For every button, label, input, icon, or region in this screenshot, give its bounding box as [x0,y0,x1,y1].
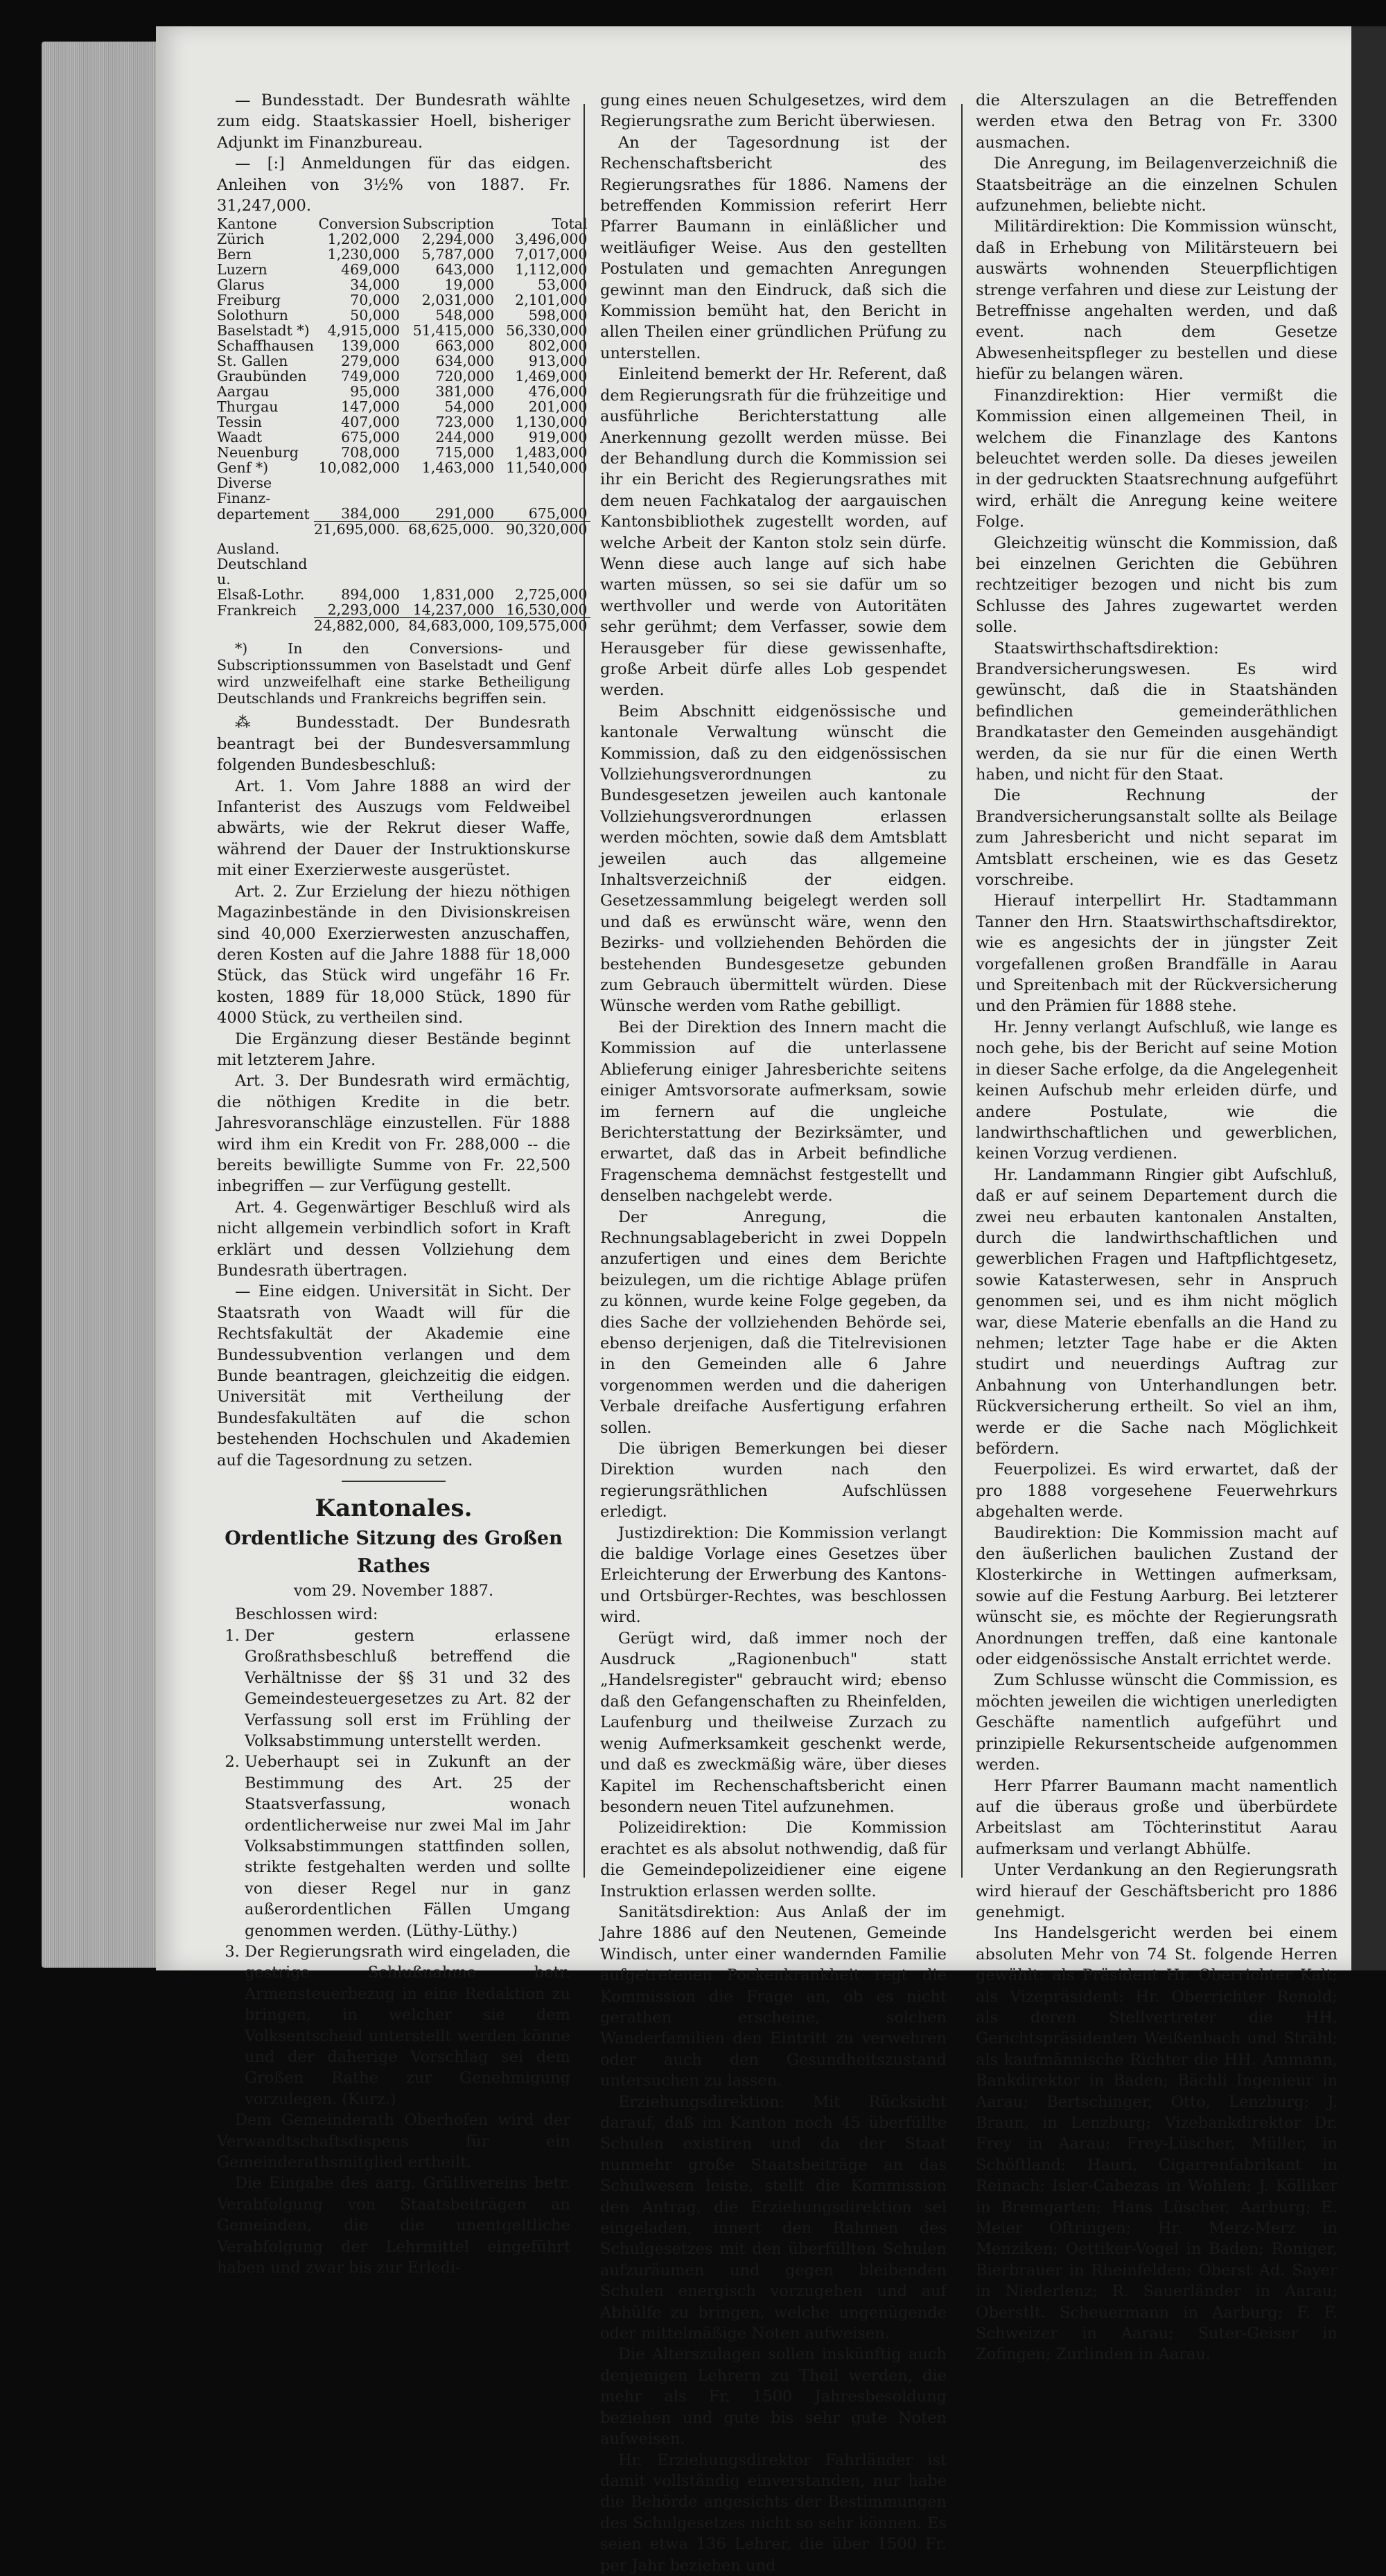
list-item: 1. Der gestern erlassene Großrathsbeschluß betreffend die Verhältnisse der §§ 31 und 32 des Gemeindesteuergesetzes zu Art. 82 der Verfassung soll erst im Frühling der Volksabstimmung unterstellt werden. [245,1625,570,1752]
amount-cell: 1,463,000 [421,459,495,477]
table-row [217,384,590,399]
table-row [217,338,590,353]
amount-cell: 14,237,000 [412,601,495,619]
canton-cell: Baselstadt *) [217,322,310,339]
canton-cell: Glarus [217,276,265,294]
amount-cell: 2,293,000 [327,601,400,619]
column-header: Subscription [402,215,495,233]
canton-cell: St. Gallen [217,353,288,370]
amount-cell: 53,000 [537,276,588,294]
paragraph: Die Eingabe des aarg. Grütlivereins betr. Verabfolgung von Staatsbeiträgen an Gemeinden, die die unentgeltliche Verabfolgung der Lehrmittel eingeführt haben und zwar bis zur Erledi- [217,2174,570,2277]
canton-cell: Tessin [217,414,263,431]
canton-cell: Luzern [217,261,267,279]
amount-cell: 70,000 [350,292,400,309]
table-row [217,262,590,277]
paragraph: — Eine eidgen. Universität in Sicht. Der Staatsrath von Waadt will für die Rechtsfakultät der Akademie eine Bundessubvention verlangen und dem Bunde beantragen, gleichzeitig die eidgen. Universität mit Vertheilung der Bundesfakultäten auf die schon bestehenden Hochschulen und Akademien auf die Tagesordnung zu setzen. [217,1282,570,1470]
section-divider [342,1481,446,1482]
paragraph: Gleichzeitig wünscht die Kommission, daß bei einzelnen Gerichten die Gebühren rechtzeitiger bezogen und nicht bis zum Schlusse des Jahres zugewartet werden solle. [976,533,1337,637]
amount-cell [497,475,590,506]
table-header [217,216,590,231]
amount-cell: 34,000 [350,276,400,294]
amount-cell: 802,000 [528,337,588,355]
amount-cell [497,556,590,587]
paragraph: Einleitend bemerkt der Hr. Referent, daß dem Regierungsrath für die frühzeitige und ausführliche Berichterstattung alle Anerkennung gezollt werden müsse. Bei der Behandlung durch die Kommission sei ihr ein Bericht des Regierungsrathes mit dem neuen Fachkatalog der aargauischen Kantonsbibliothek zugestellt worden, auf welche Arbeit der Kanton stolz sein dürfe. Wenn diese auch lange auf sich habe warten müssen, so sei sie dafür um so werthvoller und werde von Autoritäten sehr gerühmt; dem Verfasser, sowie dem Herausgeber für diese gewissenhafte, große Arbeit dürfe alles Lob gespendet werden. [600,365,947,700]
canton-cell: departement [217,505,310,522]
column-1 [217,90,588,2278]
amount-cell: 675,000 [341,429,400,446]
amount-cell [314,556,403,587]
paragraph: Die übrigen Bemerkungen bei dieser Direktion wurden nach den regierungsräthlichen Aufschlüssen erledigt. [600,1440,947,1521]
paragraph: Beschlossen wird: [235,1605,378,1624]
article-heading: Ordentliche Sitzung des Großen Rathes [225,1528,563,1578]
canton-cell: Elsaß-Lothr. [217,586,305,603]
canton-cell: Diverse Finanz- [217,475,272,507]
amount-cell: 2,031,000 [421,292,495,309]
paragraph: Baudirektion: Die Kommission macht auf den äußerlichen baulichen Zustand der Klosterkirche in Wettingen aufmerksam, sowie auf die Festung Aarburg. Bei letzterer wünscht sie, es möchte der Regierungsrath Anordnungen treffen, daß eine kantonale oder eidgenössische Anstalt errichtet werde. [976,1524,1337,1669]
column-3 [976,90,1337,2365]
amount-cell: 68,625,000. [403,522,497,538]
paragraph: Hr. Jenny verlangt Aufschluß, wie lange es noch gehe, bis der Bericht auf seine Motion in dieser Sache erfolge, da die Angelegenheit keinen Aufschub mehr erleiden dürfe, und andere Postulate, wie die landwirthschaftlichen und gewerblichen, keinen Vorzug verdienen. [976,1018,1337,1163]
paragraph: An der Tagesordnung ist der Rechenschaftsbericht des Regierungsrathes für 1886. Namens der betreffenden Kommission referirt Herr Pfarrer Baumann in einläßlicher und weitläufiger Weise. Aus den gestellten Postulaten und gemachten Anregungen gewinnt man den Eindruck, daß sich die Kommission bemüht hat, den Bericht in allen Theilen einer gründlichen Prüfung zu unterstellen. [600,133,947,362]
table-row [217,369,590,384]
paragraph: — Bundesstadt. Der Bundesrath wählte zum eidg. Staatskassier Hoell, bisheriger Adjunkt im Finanzbureau. [217,91,570,152]
amount-cell: 84,683,000, [403,618,497,634]
amount-cell: 2,294,000 [421,231,495,248]
amount-cell: 598,000 [528,307,588,324]
article: Die Ergänzung dieser Bestände beginnt mit letzterem Jahre. [217,1030,570,1069]
canton-cell: Thurgau [217,398,279,416]
table-row [217,618,590,634]
paragraph: — [:] Anmeldungen für das eidgen. Anleihen von 3½% von 1887. Fr. 31,247,000. [217,155,570,215]
amount-cell: 279,000 [341,353,400,370]
article: Art. 2. Zur Erzielung der hiezu nöthigen Magazinbestände in den Divisionskreisen sind 40,000 Exerzierwesten anzuschaffen, deren Kosten auf die Jahre 1888 für 18,000 Stück, das Stück wird ungefähr 16 Fr. kosten, 1889 für 18,000 Stück, 1890 für 4000 Stück, zu vertheilen sind. [217,882,570,1027]
table-row [217,231,590,247]
paragraph: Finanzdirektion: Hier vermißt die Kommission einen allgemeinen Theil, in welchem die Finanzlage des Kantons beleuchtet werden solle. Da dieses jeweilen in der gedruckten Staatsrechnung aufgeführt wird, erhält die Anregung keine weitere Folge. [976,386,1337,531]
amount-cell: 24,882,000, [314,618,403,634]
paragraph: Hierauf interpellirt Hr. Stadtammann Tanner den Hrn. Staatswirthschaftsdirektor, wie es angesichts der in jüngster Zeit vorgefallenen großen Brandfälle in Aarau und Spreitenbach mit der Rückversicherung und den Prämien für 1888 stehe. [976,892,1337,1016]
footnote: *) In den Conversions- und Subscriptionssummen von Baselstadt und Genf wird unzweifelhaft eine starke Betheiligung Deutschlands und Frankreichs begriffen sein. [217,640,570,707]
canton-cell: Waadt [217,429,263,446]
paragraph: Hr. Erziehungsdirektor Fahrländer ist damit vollständig einverstanden, nur habe die Behörde angesichts der Bestimmungen des Schulgesetzes nicht so sehr können. Es seien etwa 136 Lehrer, die über 1500 Fr. per Jahr beziehen und [600,2451,947,2575]
amount-cell: 19,000 [444,276,495,294]
amount-cell: 139,000 [341,337,400,355]
scan-border [1351,26,1386,1970]
amount-cell: 2,101,000 [515,292,588,309]
amount-cell: 643,000 [435,261,495,279]
amount-cell: 381,000 [435,383,495,400]
amount-cell: 548,000 [435,307,495,324]
amount-cell: 708,000 [341,444,400,461]
canton-cell: Deutschland u. [217,556,308,588]
amount-cell: 5,787,000 [421,246,495,263]
amount-cell: 147,000 [341,398,400,416]
paragraph: Die Alterszulagen sollen inskünftig auch denjenigen Lehrern zu Theil werden, die mehr als Fr. 1500 Jahresbesoldung beziehen und gute bis sehr gute Noten aufweisen. [600,2345,947,2449]
amount-cell: 7,017,000 [515,246,588,263]
paragraph: Die Anregung, im Beilagenverzeichniß die Staatsbeiträge an die einzelnen Schulen aufzunehmen, beliebte nicht. [976,155,1337,215]
section-heading: Kantonales. [315,1494,473,1523]
amount-cell: 723,000 [435,414,495,431]
amount-cell [403,475,497,506]
amount-cell: 1,831,000 [421,586,495,603]
column-2 [600,90,947,2576]
paragraph: Bei der Direktion des Innern macht die Kommission auf die unterlassene Ablieferung einiger Jahresberichte seitens einiger Amtsvorsorate aufmerksam, sowie im fernern auf die ungleiche Berichterstattung der Bezirksämter, und erwartet, daß das in Arbeit befindliche Fragenschema demnächst festgestellt und denselben nachgelebt werde. [600,1018,947,1206]
paragraph: Die Rechnung der Brandversicherungsanstalt sollte als Beilage zum Jahresbericht und nicht separat im Amtsblatt erscheinen, wie es das Gesetz vorschreibe. [976,786,1337,890]
amount-cell: 720,000 [435,368,495,385]
paragraph: Ins Handelsgericht werden bei einem absoluten Mehr von 74 St. folgende Herren gewählt: als Präsident Hr. Oberrichter Kalt; als Vizepräsident: Hr. Oberrichter Renold; als deren Stellvertreter die HH. Gerichtspräsidenten Weißenbach und Strähl; als kaufmännische Richter die HH. Ammann, Bankdirektor in Baden; Bächli Ingenieur in Aarau; Bertschinger, Otto, Lenzburg; J. Braun, in Lenzburg; Vizebankdirektor Dr. Frey in Aarau; Frey-Lüscher, Müller, in Schöftland; Hauri, Cigarrenfabrikant in Reinach; Isler-Cabezas in Wohlen; J. Kölliker in Bremgarten; Hans Lüscher, Aarburg; E. Meier Oftringen; Hr. Merz-Merz in Menziken; Oettiker-Vogel in Baden; Roniger, Bierbrauer in Rheinfelden; Oberst Ad. Sayer in Niederlenz; R. Sauerländer in Aarau; Oberstlt. Scheuermann in Aarburg; F. F. Schweizer in Aarau; Suter-Geiser in Zofingen; Zurlinden in Aarau. [976,1924,1337,2364]
table-row [217,556,590,587]
table-row [217,292,590,308]
table-row [217,460,590,475]
table-row [217,587,590,602]
amount-cell: 663,000 [435,337,495,355]
article: Art. 1. Vom Jahre 1888 an wird der Infanterist des Auszugs vom Feldweibel abwärts, wie der Rekrut dieser Waffe, während der Dauer der Instruktionskurse mit einer Exerzierweste ausgerüstet. [217,777,570,880]
amount-cell: 16,530,000 [506,601,588,619]
paragraph: gung eines neuen Schulgesetzes, wird dem Regierungsrathe zum Bericht überwiesen. [600,91,947,131]
amount-cell: 469,000 [341,261,400,279]
canton-cell: Genf *) [217,459,269,477]
amount-cell: 90,320,000 [497,522,590,538]
paragraph: Hr. Landammann Ringier gibt Aufschluß, daß er auf seinem Departement durch die zwei neu erbauten kantonalen Anstalten, durch die landwirthschaftlichen und gewerblichen Fragen und Haftpflichtgesetz, sowie Katasterwesen, sehr in Anspruch genommen sei, und es ihm nicht möglich war, diese Materie ebenfalls an die Hand zu nehmen; letzter Tage habe er die Akten studirt und neuerdings Auftrag zur Anbahnung von Unterhandlungen betr. Rückversicherung ertheilt. So viel an ihm, werde er die Sache nach Möglichkeit befördern. [976,1165,1337,1458]
paragraph: Zum Schlusse wünscht die Commission, es möchten jeweilen die wichtigen unerledigten Geschäfte namentlich aufgeführt und prinzipielle Rekursentscheide aufgenommen werden. [976,1671,1337,1774]
paragraph: Beim Abschnitt eidgenössische und kantonale Verwaltung wünscht die Kommission, daß zu den eidgenössischen Vollziehungsverordnungen zu Bundesgesetzen jeweilen auch kantonale Vollziehungsverordnungen erlassen werden möchten, sowie daß dem Amtsblatt jeweilen auch das allgemeine Inhaltsverzeichniß der eidgen. Gesetzessammlung beigelegt werden soll und daß es erwünscht wäre, wenn den Bezirks- und vollziehenden Behörden die bestehenden Bundesgesetze gebunden zum Gebrauch übermittelt würden. Diese Wünsche werden vom Rathe gebilligt. [600,702,947,1016]
amount-cell: 21,695,000. [314,522,403,538]
table-row [217,308,590,323]
amount-cell: 54,000 [444,398,495,416]
list-item: 2. Ueberhaupt sei in Zukunft an der Bestimmung des Art. 25 der Staatsverfassung, wonach ordentlicherweise nur zwei Mal im Jahr Volksabstimmungen stattfinden sollen, strikte festgehalten werden und sollte von dieser Regel nur in ganz außerordentlichen Fällen Umgang genommen werden. (Lüthy-Lüthy.) [245,1752,570,1941]
canton-cell: Solothurn [217,307,288,324]
paragraph: Unter Verdankung an den Regierungsrath wird hierauf der Geschäftsbericht pro 1886 genehmigt. [976,1861,1337,1921]
table-row [217,277,590,292]
amount-cell: 201,000 [528,398,588,416]
table-row [217,602,590,618]
table-row [217,537,590,556]
canton-cell: Aargau [217,383,270,400]
amount-cell: 244,000 [435,429,495,446]
amount-cell: 675,000 [528,505,588,522]
amount-cell: 1,483,000 [515,444,588,461]
canton-cell: Bern [217,246,252,263]
canton-cell: Freiburg [217,292,281,309]
amount-cell: 11,540,000 [506,459,588,477]
list-item: 3. Der Regierungsrath wird eingeladen, die gestrige Schlußnahme betr. Armensteuerbezug in eine Redaktion zu bringen, in welcher sie dem Volksentscheid unterstellt werden könne und der daherige Vorschlag sei dem Großen Rathe zur Genehmigung vorzulegen. (Kurz.) [245,1941,570,2110]
amount-cell: 749,000 [341,368,400,385]
column-divider [961,104,963,1878]
table-row [217,522,590,538]
paragraph: Polizeidirektion: Die Kommission erachtet es als absolut nothwendig, daß für die Gemeindepolizeidiener eine eigene Instruktion erlassen werden sollte. [600,1819,947,1900]
article: Art. 4. Gegenwärtiger Beschluß wird als nicht allgemein verbindlich sofort in Kraft erklärt und dessen Vollziehung dem Bundesrath übertragen. [217,1198,570,1280]
canton-cell: Schaffhausen [217,337,314,355]
paragraph: Justizdirektion: Die Kommission verlangt die baldige Vorlage eines Gesetzes über Erleichterung der Erwerbung des Kantons- und Ortsbürger-Rechtes, was beschlossen wird. [600,1524,947,1627]
canton-cell: Neuenburg [217,444,299,461]
column-header: Conversion [318,215,400,233]
paragraph: Gerügt wird, daß immer noch der Ausdruck „Ragionenbuch" statt „Handelsregister" gebraucht wird; ebenso daß den Gefangenschaften zu Rheinfelden, Laufenburg und theilweise Zurzach zu wenig Aufmerksamkeit geschenkt werde, und daß es zweckmäßig wäre, über dieses Kapitel im Rechenschaftsbericht einen besondern neuen Titel aufzunehmen. [600,1629,947,1816]
amount-cell: 109,575,000 [497,618,590,634]
table-row [217,414,590,430]
table-row [217,353,590,369]
table-row [217,247,590,262]
amount-cell: 894,000 [341,586,400,603]
amount-cell [314,475,403,506]
paragraph: ⁂ Bundesstadt. Der Bundesrath beantragt bei der Bundesversammlung folgenden Bundesbeschluß: [217,714,570,775]
paragraph: Dem Gemeinderath Oberhofen wird der Verwandtschaftsdispens für ein Gemeinderathsmitglied ertheilt. [217,2111,570,2172]
canton-cell [217,522,314,538]
amount-cell: 56,330,000 [506,322,588,339]
amount-cell: 634,000 [435,353,495,370]
amount-cell [403,556,497,587]
paragraph: Der Anregung, die Rechnungsablagebericht in zwei Doppeln anzufertigen und eines dem Berichte beizulegen, um die richtige Ablage prüfen zu können, wurde keine Folge gegeben, da dies Sache der vollziehenden Behörde sei, ebenso derjenigen, daß die Titelrevisionen in den Gemeinden alle 6 Jahre vorgenommen werden und die daherigen Verbale dreifache Ausfertigung erfahren sollen. [600,1208,947,1437]
amount-cell: 2,725,000 [515,586,588,603]
amount-cell: 50,000 [350,307,400,324]
amount-cell: 1,230,000 [327,246,400,263]
amount-cell: 407,000 [341,414,400,431]
ausland-label: Ausland. [217,540,280,558]
amount-cell: 291,000 [435,505,495,522]
canton-cell: Graubünden [217,368,307,385]
resolution-list [217,1625,570,2110]
amount-cell: 1,130,000 [515,414,588,431]
amount-cell: 1,202,000 [327,231,400,248]
column-header: Kantone [217,215,277,233]
paragraph: die Alterszulagen an die Betreffenden werden etwa den Betrag von Fr. 3300 ausmachen. [976,91,1337,152]
canton-cell: Zürich [217,231,265,248]
paragraph: Herr Pfarrer Baumann macht namentlich auf die überaus große und überbürdete Arbeitslast am Töchterinstitut Aarau aufmerksam und verlangt Abhülfe. [976,1776,1337,1858]
amount-cell: 384,000 [341,505,400,522]
table-row [217,430,590,445]
amount-cell: 10,082,000 [318,459,400,477]
amount-cell: 913,000 [528,353,588,370]
canton-cell [217,618,314,634]
amount-cell: 715,000 [435,444,495,461]
paragraph: Staatswirthschaftsdirektion: Brandversicherungswesen. Es wird gewünscht, daß die in Staatshänden befindlichen gemeinderäthlichen Brandkataster den Gemeinden ausgehändigt werden, da sie nur für die einen Werth haben, und nicht für den Staat. [976,639,1337,784]
table-row [217,399,590,414]
table-body [217,231,590,633]
canton-cell: Frankreich [217,601,297,619]
table-row [217,445,590,460]
paragraph: Erziehungsdirektion: Mit Rücksicht darauf, daß im Kanton noch 45 überfüllte Schulen existiren und da der Staat nunmehr große Staatsbeiträge an das Schulwesen leiste, stellt die Kommission den Antrag, die Erziehungsdirektion sei eingeladen, innert den Rahmen des Schulgesetzes mit den überfüllten Schulen aufzuräumen und gegen bleibenden Schulen energisch vorzugehen und auf Abhülfe zu bringen, welche ungenügende oder mittelmäßige Noten aufweisen. [600,2092,947,2343]
paragraph: Feuerpolizei. Es wird erwartet, daß der pro 1888 vorgesehene Feuerwehrkurs abgehalten werde. [976,1461,1337,1521]
amount-cell: 4,915,000 [327,322,400,339]
table-row [217,475,590,506]
table-row [217,323,590,338]
table-row [217,506,590,522]
amount-cell: 1,469,000 [515,368,588,385]
amount-cell: 1,112,000 [515,261,588,279]
amount-cell: 51,415,000 [412,322,495,339]
amount-cell: 3,496,000 [515,231,588,248]
amount-cell: 476,000 [528,383,588,400]
article-date: vom 29. November 1887. [293,1582,494,1600]
paragraph: Militärdirektion: Die Kommission wünscht, daß in Erhebung von Militärsteuern bei auswärts wohnenden Steuerpflichtigen strenge verfahren und diese zur Leistung der Betreffnisse angehalten werden, und daß event. nach dem Gesetze Abwesenheitspfleger zu bestellen und diese hiefür zu belangen wären. [976,218,1337,384]
book-page-edges [42,42,163,1968]
article: Art. 3. Der Bundesrath wird ermächtig, die nöthigen Kredite in die betr. Jahresvoranschläge einzustellen. Für 1888 wird ihm ein Kredit von Fr. 288,000 -- die bereits bewilligte Summe von Fr. 22,500 inbegriffen — zur Verfügung gestellt. [217,1072,570,1196]
paragraph: Sanitätsdirektion: Aus Anlaß der im Jahre 1886 auf den Neutenen, Gemeinde Windisch, unter einer wandernden Familie aufgetretenen Pockenkrankheit regt die Kommission die Frage an, ob es nicht gerathen erscheine, solchen Wanderfamilien den Eintritt zu verwehren oder auch den Gesundheitszustand untersuchen zu lassen. [600,1903,947,2090]
subscription-table [217,216,590,633]
amount-cell: 919,000 [528,429,588,446]
amount-cell: 95,000 [350,383,400,400]
column-header: Total [552,215,588,233]
